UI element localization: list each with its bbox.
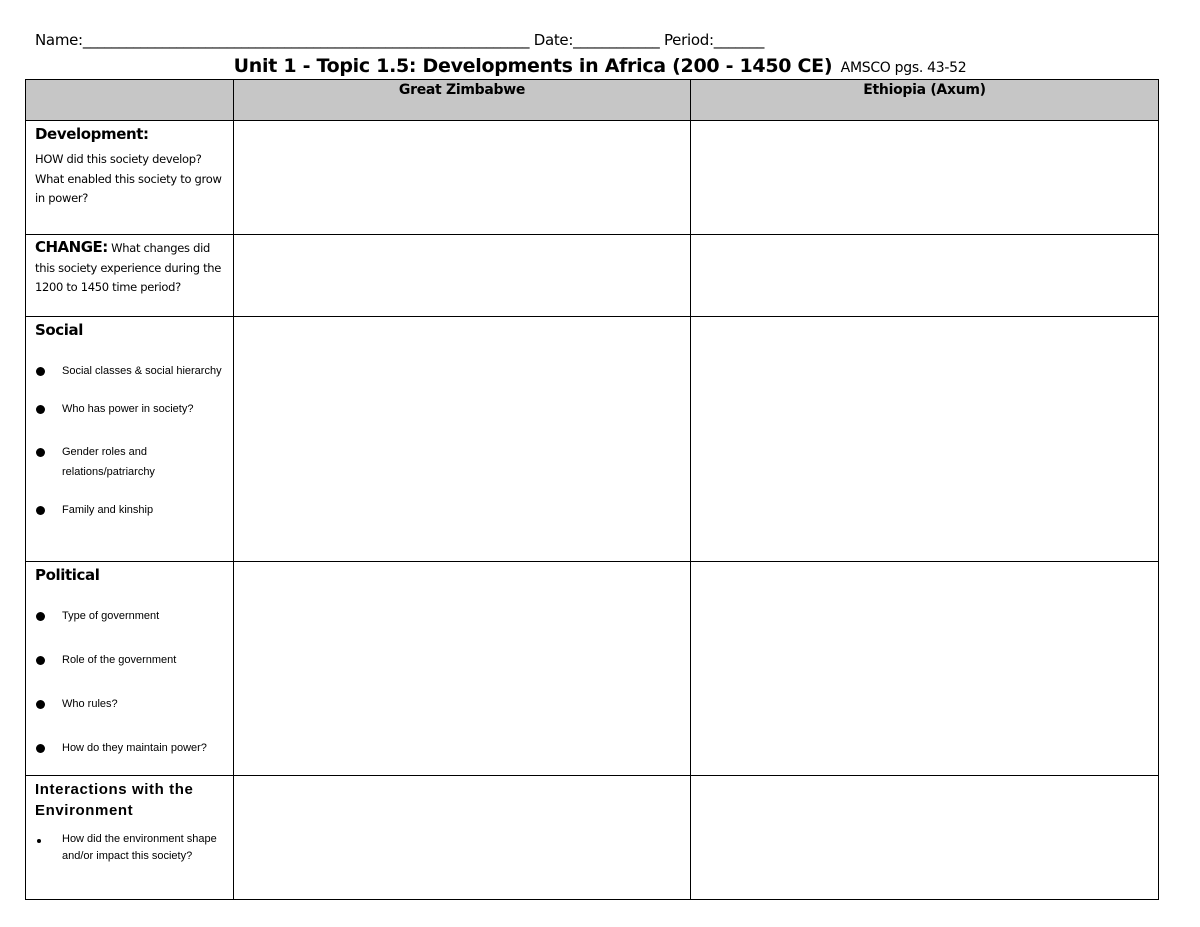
date-blank[interactable]: ____________ xyxy=(573,31,660,49)
political-bullet: Who rules? xyxy=(35,694,229,714)
cell-political-ethiopia[interactable] xyxy=(691,562,1159,776)
title-main: Unit 1 - Topic 1.5: Developments in Africa (200 - 1450 CE) xyxy=(233,55,833,77)
cell-social-zimbabwe[interactable] xyxy=(234,317,691,562)
change-heading: CHANGE: xyxy=(35,238,108,256)
row-development xyxy=(26,121,1159,235)
bullet-icon xyxy=(36,448,45,457)
bullet-icon xyxy=(37,839,41,843)
row-environment xyxy=(26,776,1159,900)
political-bullet: Role of the government xyxy=(35,650,229,670)
title-sub: AMSCO pgs. 43-52 xyxy=(840,60,967,76)
period-blank[interactable]: _______ xyxy=(713,31,765,49)
bullet-icon xyxy=(36,744,45,753)
name-blank[interactable]: ______________________________________________________________ xyxy=(82,31,530,49)
development-text: HOW did this society develop? What enabled this society to grow in power? xyxy=(35,152,222,205)
social-heading: Social xyxy=(35,321,84,339)
social-bullet: Gender roles and relations/patriarchy xyxy=(35,442,229,482)
student-info-line xyxy=(35,30,1165,50)
environment-heading: Interactions with the Environment xyxy=(35,781,194,819)
cell-change-ethiopia[interactable] xyxy=(691,235,1159,317)
header-cell-empty xyxy=(26,80,234,121)
social-bullet: Social classes & social hierarchy xyxy=(35,361,229,381)
header-great-zimbabwe: Great Zimbabwe xyxy=(234,80,691,121)
date-label: Date: xyxy=(533,31,574,49)
bullet-icon xyxy=(36,656,45,665)
bullet-icon xyxy=(36,367,45,376)
environment-bullet: How did the environment shape and/or impact this society? xyxy=(35,831,229,864)
bullet-icon xyxy=(36,405,45,414)
development-heading: Development: xyxy=(35,125,149,143)
social-bullet: Who has power in society? xyxy=(35,399,229,419)
label-change xyxy=(26,235,234,317)
bullet-icon xyxy=(36,612,45,621)
cell-environment-ethiopia[interactable] xyxy=(691,776,1159,900)
name-label: Name: xyxy=(35,31,83,49)
row-social xyxy=(26,317,1159,562)
social-bullet: Family and kinship xyxy=(35,500,229,520)
change-text: What changes did this society experience during the 1200 to 1450 time period? xyxy=(35,241,222,294)
header-ethiopia: Ethiopia (Axum) xyxy=(691,80,1159,121)
table-header-row xyxy=(26,80,1159,121)
cell-political-zimbabwe[interactable] xyxy=(234,562,691,776)
political-bullet: Type of government xyxy=(35,606,229,626)
cell-development-ethiopia[interactable] xyxy=(691,121,1159,235)
worksheet-title xyxy=(0,53,1200,79)
political-bullet: How do they maintain power? xyxy=(35,738,229,758)
row-change xyxy=(26,235,1159,317)
label-environment xyxy=(26,776,234,900)
cell-change-zimbabwe[interactable] xyxy=(234,235,691,317)
row-political xyxy=(26,562,1159,776)
comparison-table xyxy=(25,79,1159,900)
label-social xyxy=(26,317,234,562)
label-development xyxy=(26,121,234,235)
cell-social-ethiopia[interactable] xyxy=(691,317,1159,562)
label-political xyxy=(26,562,234,776)
bullet-icon xyxy=(36,700,45,709)
bullet-icon xyxy=(36,506,45,515)
political-heading: Political xyxy=(35,566,100,584)
cell-environment-zimbabwe[interactable] xyxy=(234,776,691,900)
period-label: Period: xyxy=(663,31,714,49)
cell-development-zimbabwe[interactable] xyxy=(234,121,691,235)
